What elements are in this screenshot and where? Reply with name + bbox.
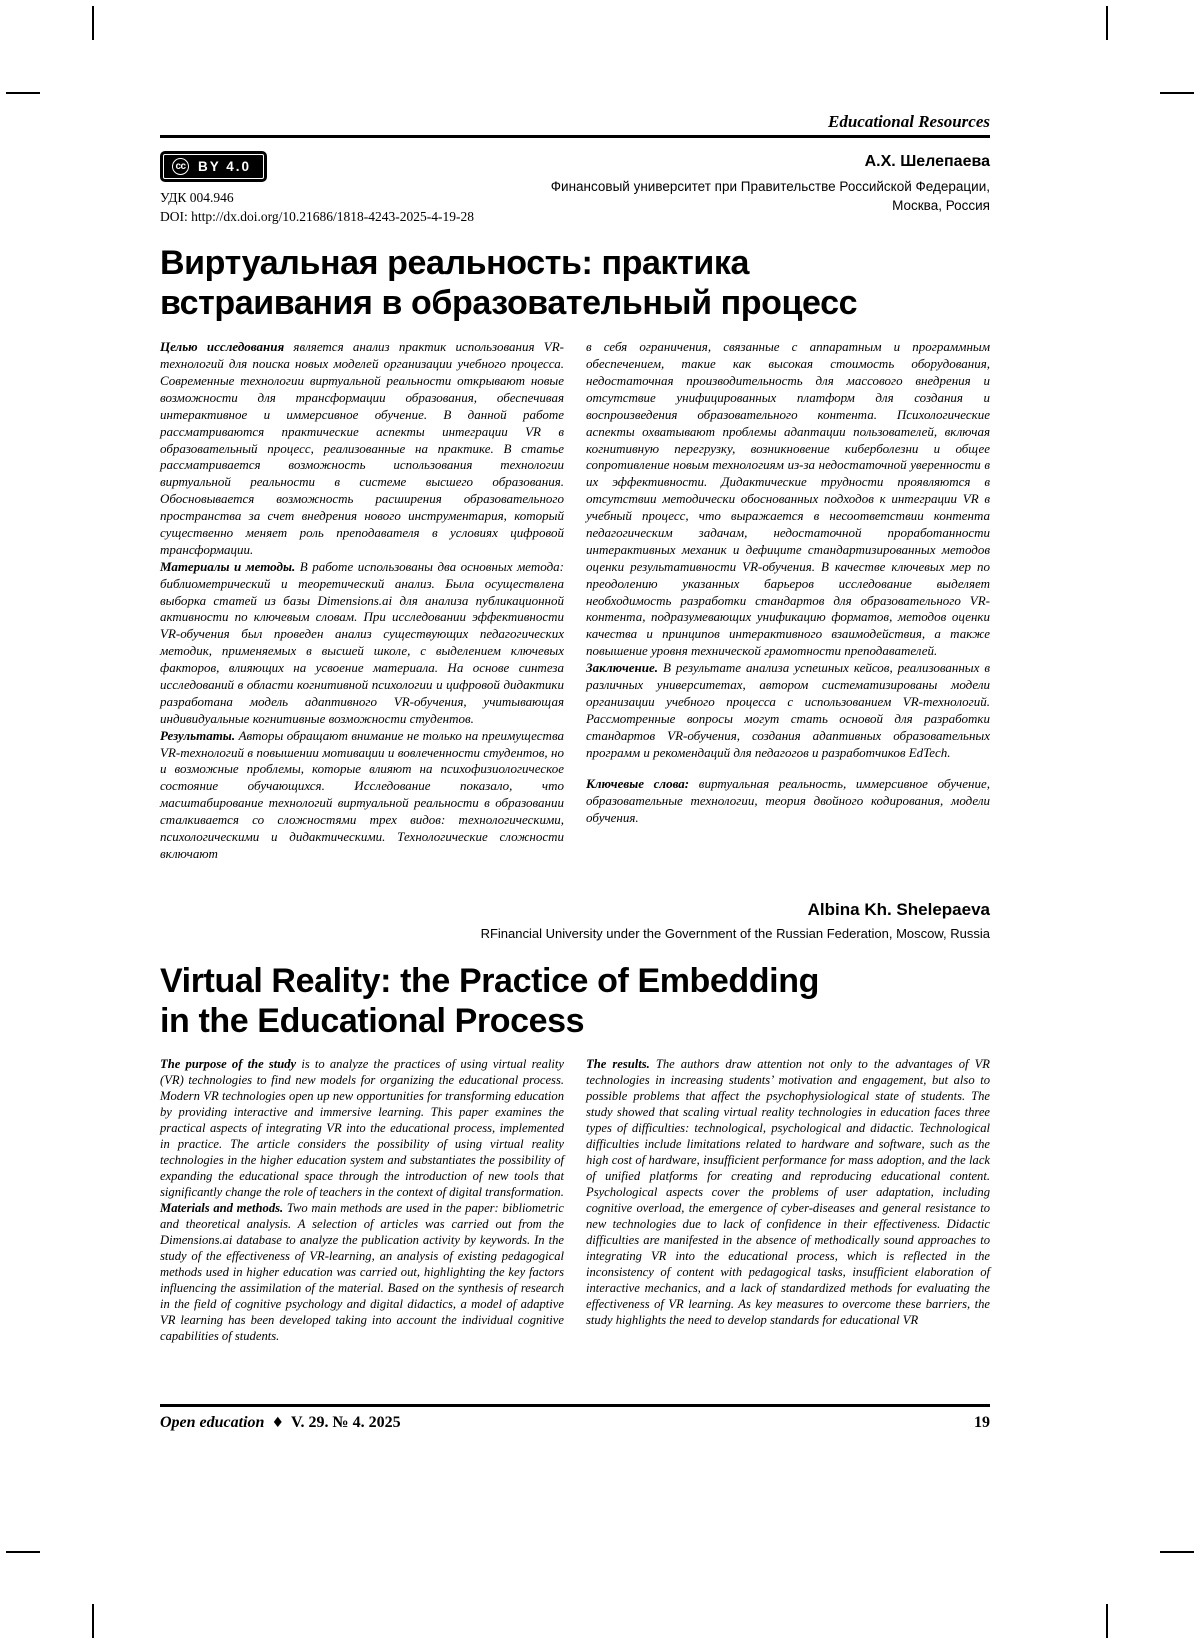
article-title-ru xyxy=(160,243,990,323)
abstract-paragraph xyxy=(586,660,990,761)
paragraph-text: является анализ практик использования VR-технологий для поиска новых моделей организации учебного процесса. Современные технологии виртуальной реальности открывают новые возможности для трансформации образования, обеспечивая интерактивное и иммерсивное обучение. В данной работе рассматриваются практические аспекты интеграции VR в образовательный процесс, реализованные на практике. В статье рассматривается возможность использования технологии виртуальной реальности в системе высшего образования. Обосновывается возможность расширения образовательного пространства за счет внедрения нового инструментария, который существенно меняет роль преподавателя в условиях цифровой трансформации. xyxy=(160,339,564,557)
abstract-paragraph xyxy=(160,728,564,863)
affiliation-ru-line2: Москва, Россия xyxy=(892,197,990,213)
udk-code: УДК 004.946 xyxy=(160,190,234,205)
article-title-ru-line1: Виртуальная реальность: практика xyxy=(160,244,749,282)
footer-area xyxy=(0,1404,1200,1644)
crop-mark xyxy=(1160,1551,1194,1553)
issue-info: V. 29. № 4. 2025 xyxy=(291,1414,401,1431)
crop-mark xyxy=(1106,1604,1108,1638)
crop-mark xyxy=(1106,6,1108,40)
meta-right xyxy=(551,151,990,225)
paragraph-text: Two main methods are used in the paper: bibliometric and theoretical analysis. A selection of articles was carried out from the Dimensions.ai database to analyze the publication activity by keywords. In the study of the effectiveness of VR-learning, an analysis of existing pedagogical methods used in higher education was carried out, highlighting the key factors influencing the assimilation of the material. Based on the synthesis of research in the field of cognitive psychology and digital didactics, a model of adaptive VR learning has been developed taking into account the individual cognitive capabilities of students. xyxy=(160,1201,564,1343)
footer xyxy=(160,1404,990,1432)
abstract-ru-left-column xyxy=(160,339,564,863)
page-content-ru xyxy=(160,112,990,863)
paragraph-text: В результате анализа успешных кейсов, реализованных в различных университетах, автором систематизированы модели организации учебного процесса с использованием VR-технологий. Рассмотренные вопросы могут стать основой для разработки стандартов VR-обучения, создания адаптивных образовательных программ и рекомендаций для педагогов и разработчиков EdTech. xyxy=(586,660,990,760)
section-header: Educational Resources xyxy=(828,112,990,131)
meta-left xyxy=(160,151,474,225)
abstract-paragraph xyxy=(586,1057,990,1329)
crop-mark xyxy=(6,92,40,94)
doi-link[interactable]: DOI: http://dx.doi.org/10.21686/1818-4243-2025-4-19-28 xyxy=(160,209,474,224)
keywords-paragraph xyxy=(586,776,990,827)
keywords-text: виртуальная реальность, иммерсивное обучение, образовательные технологии, теория двойного кодирования, модели обучения. xyxy=(586,776,990,826)
abstract-paragraph xyxy=(160,1201,564,1345)
cc-license-badge[interactable] xyxy=(160,151,267,182)
article-title-ru-line2: встраивания в образовательный процесс xyxy=(160,284,858,323)
affiliation-ru xyxy=(551,178,990,216)
article-title-en-line2: in the Educational Process xyxy=(160,1002,585,1041)
abstract-paragraph-continuation xyxy=(586,339,990,660)
paragraph-text: В работе использованы два основных метода: библиометрический и теоретический анализ. Была осуществлена выборка статей из базы Dimensions.ai для анализа публикационной активности по ключевым словам. При исследовании эффективности VR-обучения был проведен анализ существующих педагогических методик, применяемых в высшей школе, с выделением ключевых факторов, влияющих на усвоение материала. На основе синтеза исследований в области когнитивной психологии и цифровой дидактики разработана модель адаптивного VR-обучения, учитывающая индивидуальные когнитивные возможности студентов. xyxy=(160,558,564,726)
abstract-en-left-column xyxy=(160,1057,564,1345)
abstract-en-right-column xyxy=(586,1057,990,1345)
paragraph-lead: The results. xyxy=(586,1057,650,1072)
author-name-ru: А.Х. Шелепаева xyxy=(864,153,990,170)
footer-journal-info xyxy=(160,1414,401,1432)
crop-mark xyxy=(92,1604,94,1638)
paragraph-text: Авторы обращают внимание не только на преимущества VR-технологий в повышении мотивации и вовлеченности студентов, но и возможные проблемы, которые влияют на психофизиологическое состояние обучающихся. Исследование показало, что масштабирование технологий виртуальной реальности в образовании сталкивается со сложностями трех видов: технологическими, психологическими и дидактическими. Технологические сложности включают xyxy=(160,727,564,861)
paragraph-lead: Materials and methods. xyxy=(160,1201,284,1216)
crop-mark xyxy=(1160,92,1194,94)
paragraph-lead: Заключение. xyxy=(586,660,659,676)
diamond-icon: ♦ xyxy=(271,1415,285,1431)
article-title-en xyxy=(160,961,990,1041)
abstract-ru-right-column xyxy=(586,339,990,863)
crop-mark xyxy=(6,1551,40,1553)
abstract-paragraph xyxy=(160,339,564,559)
affiliation-en: RFinancial University under the Government of the Russian Federation, Moscow, Russia xyxy=(480,926,990,941)
cc-icon: cc xyxy=(172,158,189,175)
abstract-paragraph xyxy=(160,1057,564,1201)
paragraph-text: в себя ограничения, связанные с аппаратным и программным обеспечением, такие как высокая стоимость оборудования, недостаточная производительность для массового внедрения и отсутствие унифицированных платформ для создания и воспроизведения образовательного контента. Психологические аспекты охватывают проблемы адаптации пользователей, включая когнитивную перегрузку, возникновение киберболезни и общее сопротивление новым технологиям из-за недостаточной уверенности в их эффективности. Дидактические трудности проявляются в отсутствии методически обоснованных подходов к интеграции VR в учебный процесс, что выражается в несоответствии контента педагогическим задачам, недостаточной проработанности интерактивных механик и дефиците стандартизированных методов оценки результативности VR-обучения. В качестве ключевых мер по преодолению указанных барьеров исследование выделяет необходимость разработки стандартов для образовательного VR-контента, подразумевающих унификацию форматов, методов оценки качества и принципов интерактивного взаимодействия, а также повышение уровня технической грамотности преподавателей. xyxy=(586,339,990,659)
page-number: 19 xyxy=(974,1414,990,1431)
paragraph-lead: The purpose of the study xyxy=(160,1057,297,1072)
paragraph-lead: Целью исследования xyxy=(160,339,285,355)
paragraph-text: The authors draw attention not only to the advantages of VR technologies in increasing students’ motivation and engagement, but also to possible problems that affect the psychophysiological state of students. The study showed that scaling virtual reality technologies in education faces three types of difficulties: technological, psychological and didactic. Technological difficulties include limitations related to hardware and software, such as the high cost of hardware, insufficient performance for mass adoption, and the lack of unified platforms for creating and reproducing educational content. Psychological aspects cover the problems of user adaptation, including cognitive overload, the emergence of cyber-diseases and general resistance to new technologies due to lack of confidence in their effectiveness. Didactic difficulties are manifested in the absence of methodically sound approaches to integrating VR into the educational process, which is reflected in the inconsistency of content with pedagogical tasks, insufficient elaboration of interactive mechanics, and a lack of standardized methods for evaluating the effectiveness of VR learning. As key measures to overcome these barriers, the study highlights the need to develop standards for educational VR xyxy=(586,1057,990,1327)
journal-name: Open education xyxy=(160,1414,265,1431)
meta-row xyxy=(160,151,990,225)
cc-license-inner xyxy=(163,154,264,179)
article-title-en-line1: Virtual Reality: the Practice of Embedding xyxy=(160,962,819,1000)
page-content-en xyxy=(160,900,990,1400)
header-rule xyxy=(160,135,990,138)
abstract-paragraph xyxy=(160,559,564,728)
keywords-lead: Ключевые слова: xyxy=(586,776,690,792)
crop-mark xyxy=(92,6,94,40)
abstract-en xyxy=(160,1057,990,1345)
en-head xyxy=(160,900,990,941)
cc-license-label: BY 4.0 xyxy=(198,159,252,174)
author-name-en: Albina Kh. Shelepaeva xyxy=(807,900,990,919)
paragraph-lead: Результаты. xyxy=(160,727,236,743)
affiliation-ru-line1: Финансовый университет при Правительстве Российской Федерации, xyxy=(550,179,990,194)
paragraph-lead: Материалы и методы. xyxy=(160,558,296,574)
paragraph-text: is to analyze the practices of using virtual reality (VR) technologies to find new models for organizing the educational process. Modern VR technologies open up new opportunities for transforming education by providing interactive and immersive learning. This paper examines the practical aspects of integrating VR into the educational process, implemented in practice. The article considers the possibility of using virtual reality technologies in the higher education system and substantiates the possibility of expanding the educational space through the introduction of new tools that significantly change the role of teachers in the context of digital transformation. xyxy=(160,1057,564,1200)
abstract-ru xyxy=(160,339,990,863)
